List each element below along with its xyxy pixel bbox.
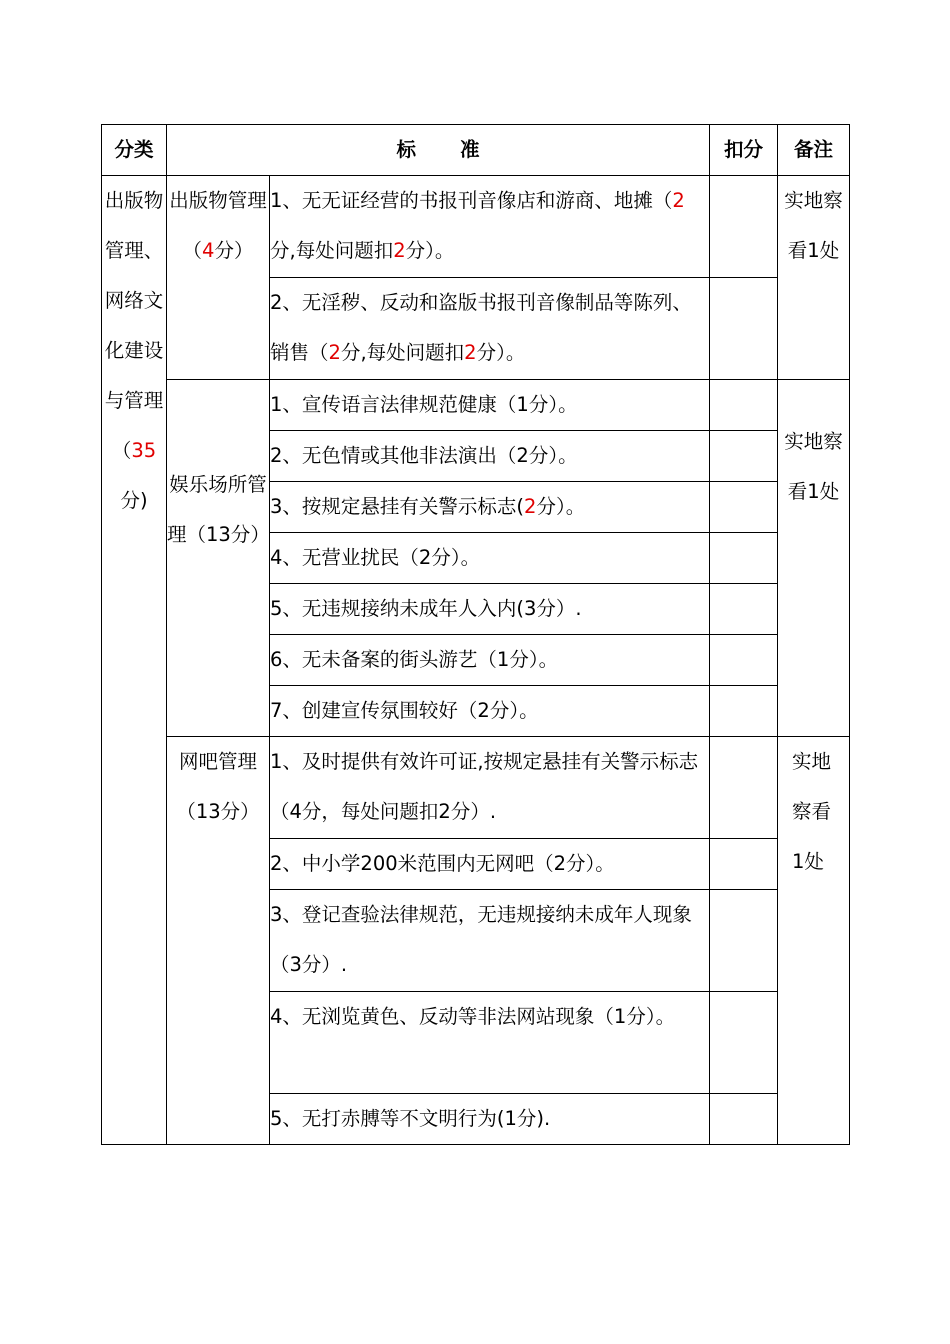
deduction-cell[interactable] <box>710 176 778 278</box>
deduction-cell[interactable] <box>710 635 778 686</box>
deduction-cell[interactable] <box>710 737 778 839</box>
criterion-item: 1、及时提供有效许可证,按规定悬挂有关警示标志（4分，每处问题扣2分）. <box>270 737 710 839</box>
remark-entertainment: 实地察看1处 <box>778 380 850 737</box>
table-row <box>102 380 850 431</box>
table-header-row <box>102 125 850 176</box>
deduction-cell[interactable] <box>710 584 778 635</box>
evaluation-table <box>101 124 850 1145</box>
criterion-item: 5、无违规接纳未成年人入内(3分）. <box>270 584 710 635</box>
criterion-item: 3、按规定悬挂有关警示标志(2分）。 <box>270 482 710 533</box>
criterion-item: 1、无无证经营的书报刊音像店和游商、地摊（2分,每处问题扣2分）。 <box>270 176 710 278</box>
header-standard: 标 准 <box>167 125 710 176</box>
criterion-item: 3、登记查验法律规范，无违规接纳未成年人现象（3分）. <box>270 890 710 992</box>
criterion-item: 2、无淫秽、反动和盗版书报刊音像制品等陈列、销售（2分,每处问题扣2分）。 <box>270 278 710 380</box>
subcategory-netcafe: 网吧管理（13分） <box>167 737 270 1145</box>
deduction-cell[interactable] <box>710 431 778 482</box>
subcategory-publication: 出版物管理（4分） <box>167 176 270 380</box>
deduction-cell[interactable] <box>710 992 778 1094</box>
subcategory-entertainment: 娱乐场所管理（13分） <box>167 380 270 737</box>
criterion-item: 5、无打赤膊等不文明行为(1分). <box>270 1094 710 1145</box>
deduction-cell[interactable] <box>710 380 778 431</box>
remark-netcafe: 实地察看1处 <box>778 737 850 1145</box>
criterion-item: 1、宣传语言法律规范健康（1分）。 <box>270 380 710 431</box>
criterion-item: 2、无色情或其他非法演出（2分）。 <box>270 431 710 482</box>
criterion-item: 4、无浏览黄色、反动等非法网站现象（1分）。 <box>270 992 710 1094</box>
deduction-cell[interactable] <box>710 839 778 890</box>
header-category: 分类 <box>102 125 167 176</box>
header-deduction: 扣分 <box>710 125 778 176</box>
deduction-cell[interactable] <box>710 890 778 992</box>
header-remark: 备注 <box>778 125 850 176</box>
criterion-item: 2、中小学200米范围内无网吧（2分）。 <box>270 839 710 890</box>
table-row <box>102 176 850 278</box>
criterion-item: 7、创建宣传氛围较好（2分）。 <box>270 686 710 737</box>
table-row <box>102 737 850 839</box>
deduction-cell[interactable] <box>710 533 778 584</box>
deduction-cell[interactable] <box>710 1094 778 1145</box>
category-cell: 出版物管理、网络文化建设与管理（35分) <box>102 176 167 1145</box>
deduction-cell[interactable] <box>710 278 778 380</box>
remark-publication: 实地察看1处 <box>778 176 850 380</box>
deduction-cell[interactable] <box>710 686 778 737</box>
deduction-cell[interactable] <box>710 482 778 533</box>
criterion-item: 6、无未备案的街头游艺（1分）。 <box>270 635 710 686</box>
criterion-item: 4、无营业扰民（2分）。 <box>270 533 710 584</box>
